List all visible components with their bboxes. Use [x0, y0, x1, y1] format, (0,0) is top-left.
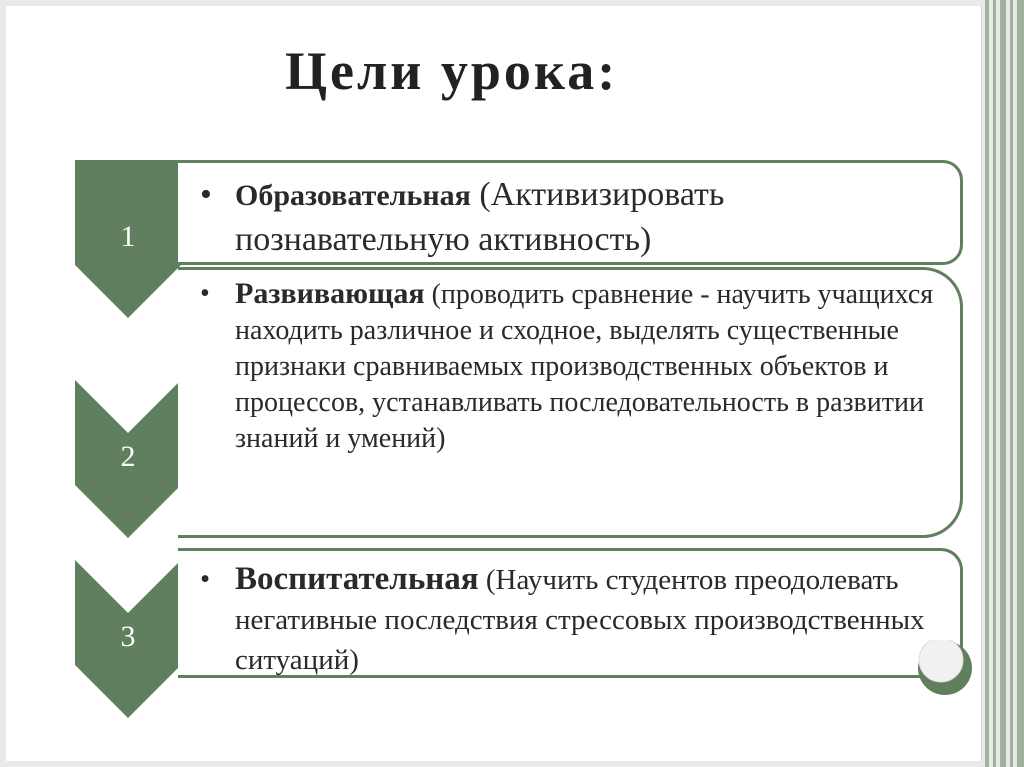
step-number-3: 3 [120, 620, 136, 653]
goal-text [235, 173, 950, 262]
goal-heading: Развивающая [235, 277, 425, 310]
goal-box-1 [178, 160, 963, 265]
goal-item [200, 173, 950, 262]
goal-item [200, 276, 950, 457]
step-number-2: 2 [120, 440, 136, 473]
decorative-circle-icon [917, 640, 973, 696]
goal-description: (проводить сравнение - научить учащихся находить различное и сходное, выделять существенные признаки сравниваемых производственных объектов и процессов, устанавливать последовательность в развитии знаний и умений) [235, 279, 934, 454]
bullet-icon: • [200, 563, 211, 595]
goal-text [235, 276, 950, 457]
goal-item [200, 559, 950, 680]
goal-box-2 [178, 267, 963, 538]
goal-box-3 [178, 548, 963, 678]
goal-heading: Воспитательная [235, 561, 479, 597]
goal-description: (Активизировать познавательную активность) [235, 176, 725, 258]
goal-heading: Образовательная [235, 179, 471, 212]
goal-text [235, 559, 950, 680]
slide-title: Цели урока: [285, 41, 619, 101]
bullet-icon: • [200, 278, 210, 309]
bullet-icon: • [200, 176, 212, 213]
goal-description: (Научить студентов преодолевать негативные последствия стрессовых производственных ситуаций) [235, 564, 925, 676]
step-number-1: 1 [120, 220, 136, 253]
